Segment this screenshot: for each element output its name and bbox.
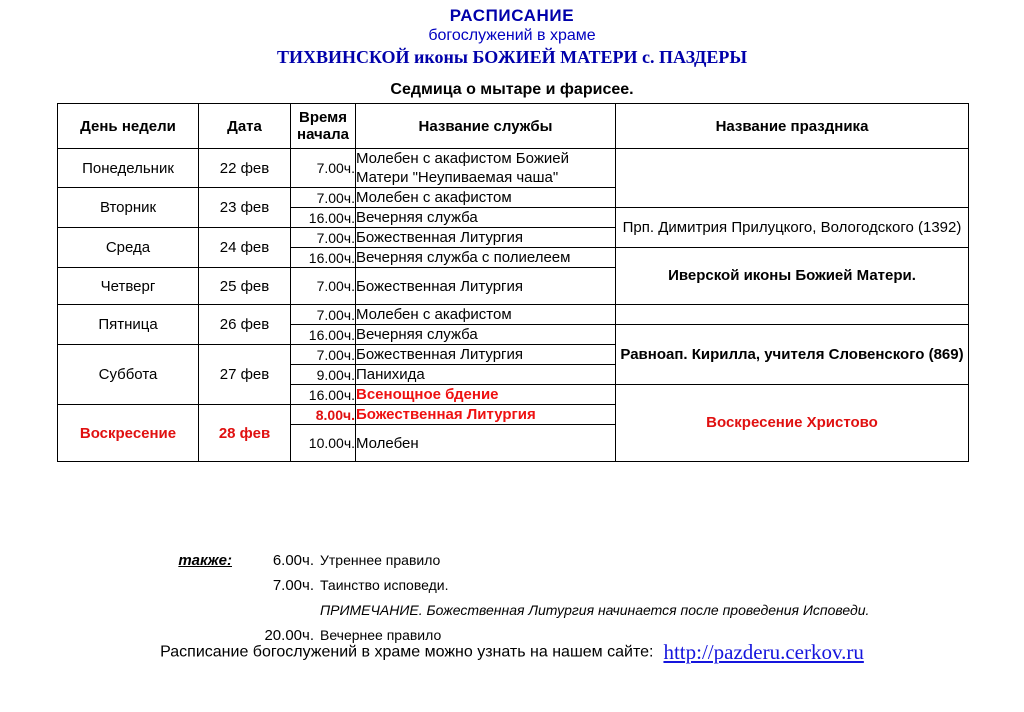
column-header-date: Дата xyxy=(199,104,291,149)
note-item xyxy=(57,573,968,598)
cell-date: 26 фев xyxy=(199,305,291,345)
schedule-table xyxy=(57,103,969,462)
column-header-day: День недели xyxy=(58,104,199,149)
note-item xyxy=(57,548,968,573)
cell-time: 7.00ч. xyxy=(291,228,356,248)
cell-date: 23 фев xyxy=(199,188,291,228)
column-header-time-line2: начала xyxy=(297,126,349,143)
cell-time: 7.00ч. xyxy=(291,345,356,365)
cell-time-highlight: 8.00ч. xyxy=(291,405,356,425)
cell-time: 7.00ч. xyxy=(291,188,356,208)
cell-time: 7.00ч. xyxy=(291,149,356,188)
cell-time: 9.00ч. xyxy=(291,365,356,385)
note-remark-row xyxy=(57,598,968,623)
header-subtitle: богослужений в храме xyxy=(428,27,596,44)
cell-day: Пятница xyxy=(58,305,199,345)
website-link[interactable]: http://pazderu.cerkov.ru xyxy=(663,640,864,664)
cell-feast-empty-2 xyxy=(616,305,969,325)
note-text: Таинство исповеди. xyxy=(320,577,449,593)
note-time: 6.00ч. xyxy=(272,552,314,569)
cell-time: 16.00ч. xyxy=(291,208,356,228)
cell-service: Молебен с акафистом xyxy=(356,188,616,208)
cell-day-highlight: Воскресение xyxy=(58,405,199,462)
cell-feast-highlight: Воскресение Христово xyxy=(616,385,969,462)
cell-day: Четверг xyxy=(58,268,199,305)
table-header-row xyxy=(58,104,969,149)
cell-time: 16.00ч. xyxy=(291,248,356,268)
column-header-time xyxy=(291,104,356,149)
column-header-feast: Название праздника xyxy=(616,104,969,149)
note-time: 20.00ч. xyxy=(264,627,314,644)
cell-time: 7.00ч. xyxy=(291,268,356,305)
note-remark: ПРИМЕЧАНИЕ. Божественная Литургия начинается после проведения Исповеди. xyxy=(320,602,870,618)
cell-service-highlight: Всенощное бдение xyxy=(356,385,616,405)
cell-service: Божественная Литургия xyxy=(356,228,616,248)
note-text: Утреннее правило xyxy=(320,552,441,568)
cell-day: Суббота xyxy=(58,345,199,405)
footer-text: Расписание богослужений в храме можно узнать на нашем сайте: xyxy=(160,643,654,661)
header-church-name: ТИХВИНСКОЙ иконы БОЖИЕЙ МАТЕРИ с. ПАЗДЕРЫ xyxy=(276,47,748,67)
cell-service: Вечерняя служба с полиелеем xyxy=(356,248,616,268)
cell-service-highlight: Божественная Литургия xyxy=(356,405,616,425)
cell-feast: Иверской иконы Божией Матери. xyxy=(616,248,969,305)
column-header-time-line1: Время xyxy=(299,109,347,126)
header-title: РАСПИСАНИЕ xyxy=(449,6,575,25)
week-title: Седмица о мытаре и фарисее. xyxy=(390,81,634,98)
cell-date: 22 фев xyxy=(199,149,291,188)
cell-service: Божественная Литургия xyxy=(356,345,616,365)
note-time: 7.00ч. xyxy=(272,577,314,594)
cell-service: Вечерняя служба xyxy=(356,325,616,345)
notes-section xyxy=(57,548,968,648)
cell-feast-empty-1 xyxy=(616,149,969,208)
cell-date: 25 фев xyxy=(199,268,291,305)
cell-service: Вечерняя служба xyxy=(356,208,616,228)
notes-label: также: xyxy=(178,552,232,569)
schedule-table-container xyxy=(57,103,968,462)
cell-time: 16.00ч. xyxy=(291,325,356,345)
cell-service: Молебен с акафистом xyxy=(356,305,616,325)
cell-day: Среда xyxy=(58,228,199,268)
cell-feast: Прп. Димитрия Прилуцкого, Вологодского (1392) xyxy=(616,208,969,248)
cell-service: Молебен с акафистом Божией Матери "Неупиваемая чаша" xyxy=(356,149,616,188)
cell-day: Вторник xyxy=(58,188,199,228)
table-row xyxy=(58,149,969,188)
footer xyxy=(0,640,1024,665)
note-text: Вечернее правило xyxy=(320,627,442,643)
cell-date-highlight: 28 фев xyxy=(199,405,291,462)
cell-service: Молебен xyxy=(356,425,616,462)
cell-date: 24 фев xyxy=(199,228,291,268)
cell-day: Понедельник xyxy=(58,149,199,188)
table-row xyxy=(58,305,969,325)
cell-service: Панихида xyxy=(356,365,616,385)
cell-service: Божественная Литургия xyxy=(356,268,616,305)
cell-time: 16.00ч. xyxy=(291,385,356,405)
document-header xyxy=(0,0,1024,100)
cell-time: 10.00ч. xyxy=(291,425,356,462)
cell-date: 27 фев xyxy=(199,345,291,405)
cell-feast: Равноап. Кирилла, учителя Словенского (869) xyxy=(616,325,969,385)
cell-time: 7.00ч. xyxy=(291,305,356,325)
column-header-service: Название службы xyxy=(356,104,616,149)
